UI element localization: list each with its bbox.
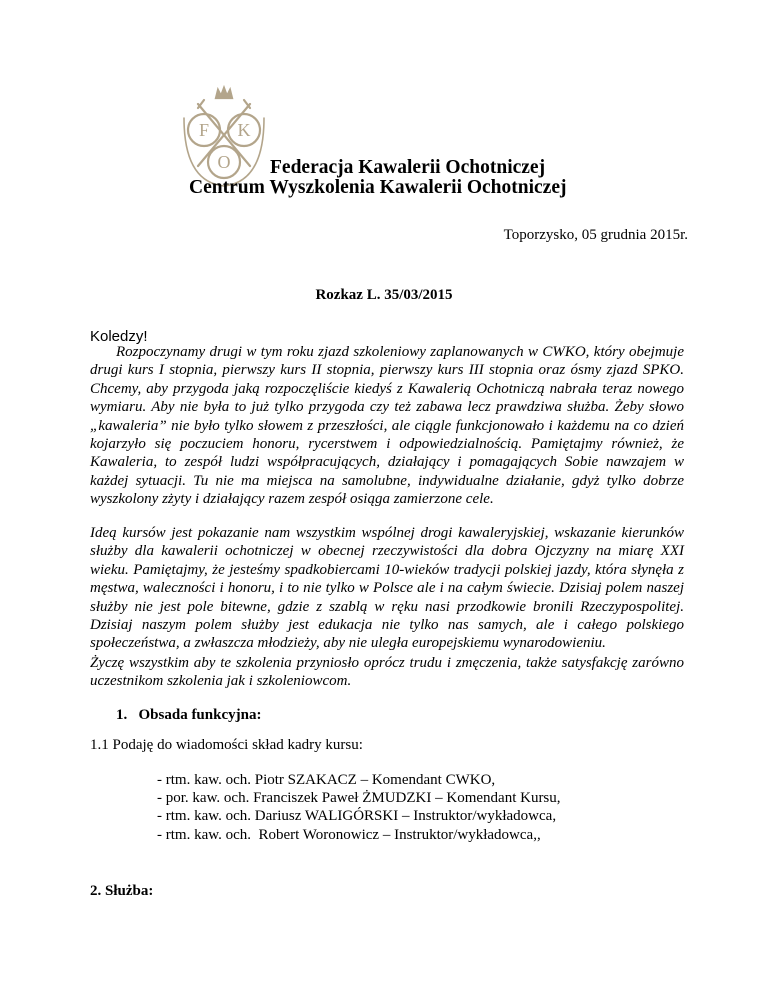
staff-item: - rtm. kaw. och. Dariusz WALIGÓRSKI – Instruktor/wykładowca, — [157, 808, 557, 825]
staff-item: - por. kaw. och. Franciszek Paweł ŻMUDZKI – Komendant Kursu, — [157, 790, 561, 807]
date-line: Toporzysko, 05 grudnia 2015r. — [503, 227, 688, 243]
organization-name: Federacja Kawalerii Ochotniczej — [270, 157, 546, 178]
paragraph-3: Życzę wszystkim aby te szkolenia przyniosło oprócz trudu i zmęczenia, także satysfakcję zarówno uczestnikom szkolenia jak i szkoleniowcom. — [90, 655, 684, 690]
svg-text:F: F — [198, 120, 210, 140]
staff-item: - rtm. kaw. och. Robert Woronowicz – Instruktor/wykładowca,, — [157, 826, 541, 843]
section-1-1-heading: 1.1 Podaję do wiadomości skład kadry kursu: — [90, 737, 363, 753]
fko-crest-icon — [176, 82, 272, 188]
paragraph-2: Ideą kursów jest pokazanie nam wszystkim wspólnej drogi kawaleryjskiej, wskazanie kierunków służby dla kawalerii ochotniczej w obecnej rzeczywistości dla dobra Ojczyzny na miarę XXI wieku. Pamiętajmy, że jesteśmy spadkobiercami 10-wieków tradycji polskiej jazdy, która słynęła z męstwa, waleczności i honoru, i to nie tylko w Polsce ale i na całym świecie. Dzisiaj polem naszej służby nie jest pole bitewne, gdzie z szablą w ręku nasi przodkowie bronili Rzeczypospolitej. Dzisiaj naszym polem służby jest edukacja nie tylko nas samych, ale i całego polskiego społeczeństwa, a zwłaszcza młodzieży, aby nie uległa europejskiemu wynarodowieniu. — [90, 525, 684, 652]
paragraph-1: Rozpoczynamy drugi w tym roku zjazd szkoleniowy zaplanowanych w CWKO, który obejmuje drugi kurs I stopnia, pierwszy kurs II stopnia, pierwszy kurs III stopnia oraz ósmy zjazd SPKO. Chcemy, aby przygoda jaką rozpoczęliście kiedyś z Kawalerią Ochotniczą nabrała teraz nowego wymiaru. Aby nie była to już tylko przygoda czy też zabawa lecz prawdziwa służba. Żeby słowo „kawaleria” nie było tylko słowem z przeszłości, ale ciągle funkcjonowało i każdemu na co dzień kojarzyło się poczuciem honoru, rycerstwem i odpowiedzialnością. Pamiętajmy również, że Kawaleria, to zespół ludzi współpracujących, działający i pomagających Sobie nawzajem w każdej sytuacji. Tu nie ma miejsca na samolubne, indywidualne działanie, gdyż tylko dobrze wyszkolony zżyty i działający razem zespół osiąga zamierzone cele. — [90, 344, 684, 508]
section-2-heading: 2. Służba: — [90, 883, 154, 899]
svg-text:K: K — [237, 120, 251, 140]
staff-item: - rtm. kaw. och. Piotr SZAKACZ – Komendant CWKO, — [157, 772, 496, 788]
greeting: Koledzy! — [90, 328, 148, 345]
section-1-heading: 1. Obsada funkcyjna: — [116, 707, 262, 723]
order-title: Rozkaz L. 35/03/2015 — [315, 287, 453, 303]
fko-crest-logo — [176, 82, 272, 188]
svg-text:O: O — [217, 152, 231, 172]
organization-unit: Centrum Wyszkolenia Kawalerii Ochotniczej — [189, 177, 567, 198]
staff-list — [157, 771, 561, 844]
